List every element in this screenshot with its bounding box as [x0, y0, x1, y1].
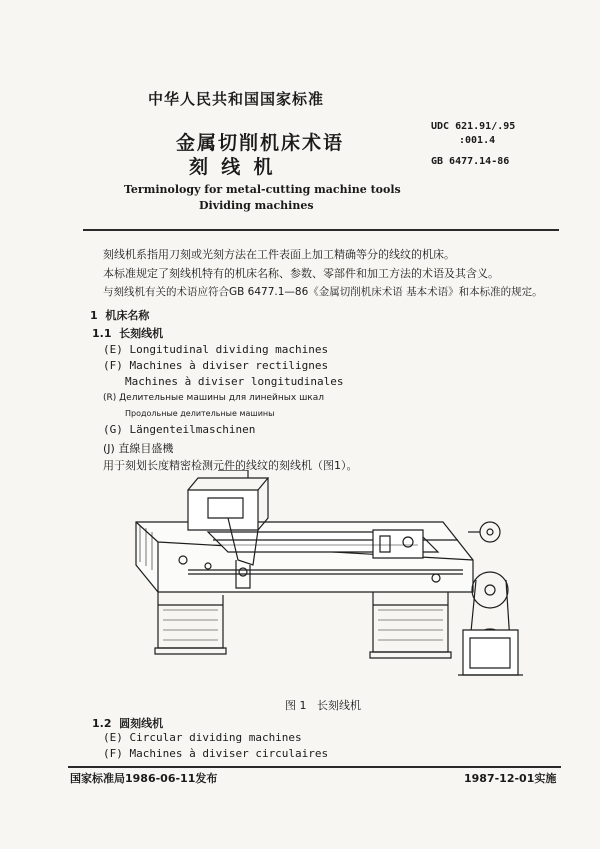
term-french-2: Machines à diviser longitudinales — [125, 375, 344, 388]
udc-code-line2: :001.4 — [459, 135, 496, 146]
header-divider — [83, 229, 559, 231]
section-1-heading: 1 机床名称 — [90, 309, 150, 322]
term-english-circular: (E) Circular dividing machines — [103, 731, 302, 744]
issue-date: 国家标准局1986-06-11发布 — [70, 772, 218, 785]
intro-paragraph-1: 刻线机系指用刀刻或光刻方法在工件表面上加工精确等分的线纹的机床。 — [103, 248, 455, 261]
term-english: (E) Longitudinal dividing machines — [103, 343, 329, 356]
country-standard-label: 中华人民共和国国家标准 — [148, 90, 325, 108]
title-en-line2: Dividing machines — [199, 199, 314, 212]
figure-1-caption: 图 1 长刻线机 — [285, 699, 361, 712]
term-german: (G) Längenteilmaschinen — [103, 423, 256, 436]
udc-code-line1: UDC 621.91/.95 — [431, 121, 516, 132]
effective-date: 1987-12-01实施 — [464, 772, 557, 785]
title-cn-line2: 刻 线 机 — [189, 156, 273, 178]
footer-divider — [68, 766, 561, 768]
term-japanese: (J) 直線目盛機 — [103, 442, 174, 455]
intro-paragraph-2: 本标准规定了刻线机特有的机床名称、参数、零部件和加工方法的术语及其含义。 — [103, 267, 499, 280]
section-1-1-heading: 1.1 长刻线机 — [92, 327, 164, 340]
figure-longitudinal-dividing-machine — [118, 470, 538, 685]
section-1-2-heading: 1.2 圆刻线机 — [92, 717, 164, 730]
title-cn-line1: 金属切削机床术语 — [176, 132, 345, 154]
title-en-line1: Terminology for metal-cutting machine tools — [124, 183, 401, 196]
term-russian-1: (R) Делительные машины для линейных шкал — [103, 393, 325, 403]
intro-paragraph-3: 与刻线机有关的术语应符合GB 6477.1—86《金属切削机床术语 基本术语》和本标准的规定。 — [103, 286, 543, 298]
term-french-1: (F) Machines à diviser rectilignes — [103, 359, 329, 372]
term-russian-2: Продольные делительные машины — [125, 409, 275, 418]
gb-standard-number: GB 6477.14-86 — [431, 156, 510, 167]
term-french-circular: (F) Machines à diviser circulaires — [103, 747, 329, 760]
term-description: 用于刻划长度精密检测元件的线纹的刻线机（图1）。 — [103, 459, 358, 472]
